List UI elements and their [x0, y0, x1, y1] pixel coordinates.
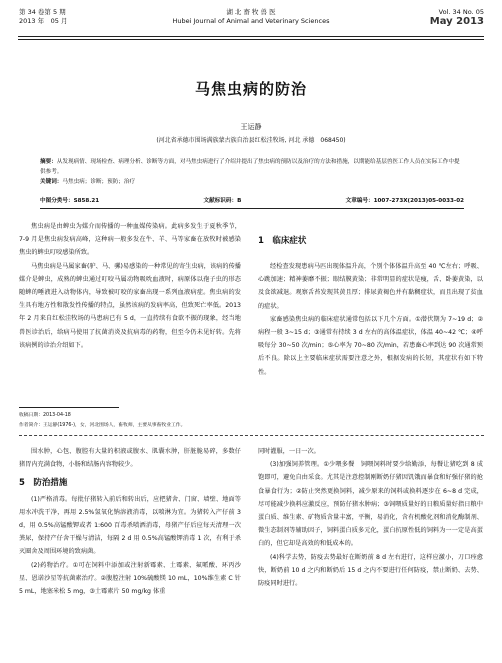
- journal-name-zh: 湖 北 畜 牧 兽 医: [226, 8, 276, 16]
- prev-article-right-column: [258, 445, 483, 590]
- dosage-line: 同时灌服，一日一次。: [258, 448, 320, 455]
- intro-column: [19, 220, 241, 352]
- year-month-label: 2013 年 05 月: [19, 17, 68, 25]
- keywords-line: [40, 177, 464, 187]
- drug-treatment-paragraph: (2)药物治疗。①可在饲料中添加或注射新霉素、土霉素、氟哌酸、环丙沙星、恩诺沙星等抗菌素治疗。②腹腔注射 10%硫酸镁 10 mL，10%维生素 C 针 5 mL，地塞米松 5 mg，③土霉素片 50 mg/kg 体重: [19, 561, 241, 596]
- abstract-text: 从发现病情、现场检查、病理分析、诊断等方面，对马焦虫病进行了介绍并提出了焦虫病的预防以及治疗的方法和措施，以期能给基层兽医工作人员在实际工作中提供参考。: [40, 159, 460, 175]
- classification-row: [40, 196, 464, 204]
- article-author: 王运静: [240, 123, 262, 131]
- volume-number-en: Vol. 34 No. 05: [438, 8, 484, 16]
- clinical-paragraph-1: 经检查发现患病马匹出现体温升高，个别个体体温升高至 40 ℃左右；呼吸、心跳加速；精神萎靡不振；眼结膜黄染；非常明显的症状是瘦，舌、卧萎黄染，以及食欲减退。观察舌苔发现其黄且厚；排尿黄褐色并有黏稠症状，而且出现了贫血的症状。: [258, 263, 483, 310]
- article-separator: [19, 435, 484, 436]
- disinfection-paragraph: (1)严格消毒。每批仔猪转入前后和转出后，应把猪舍、门窗、墙壁、地面等用水冲洗干净，再用 2.5%氢氧化钠溶液消毒，以喷淋为宜。为猪转入产仔前 3 d，用 0.5%高锰酸钾或者 1:600 百毒杀喷洒消毒，母猪产仔后应每天清理一次粪尿，保持产仔舍干燥与清洁，每隔 2 d 用 0.5%高锰酸钾消毒 1 次，有利于杀灭圈舍及周围环境的致病菌。: [19, 495, 241, 556]
- abstract-rule: [40, 208, 464, 209]
- intro-paragraph-1: 焦虫病是由蜱虫为媒介而传播的一种血媒传染病。此病多发生于夏秋季节，7-9 月是焦虫病发病高峰，这种病一般多发在牛、羊、马等家畜在放牧时被感染焦虫的蜱虫叮咬感染所致。: [19, 223, 241, 257]
- clinical-paragraph-2: 家畜感染焦虫病的临床症状通常包括以下几个方面。①潜伏期为 7~19 d；②病程一般 3~15 d；③通常有持续 3 d 左右的高体温症状，体温 40~42 ℃；④呼吸每分 30~50 次/min；⑤心率为 70~80 次/min，若患畜心率到达 90 次通常预后不良。除以上主要临床症状需要注意之外，根据发病的长短，其症状有如下特性。: [258, 315, 483, 376]
- abstract-line: [40, 157, 464, 177]
- pathology-paragraph: 围水肿，心包、腹腔有大量的积液或腹水、肌囊水肿，肝脏脆易碎，多数仔猪胃内充满食物，小肠和结肠内容物较少。: [19, 448, 241, 469]
- header-rule-thin: [18, 39, 484, 40]
- author-bio: 作者简介：王运静(1976-)，女，河北围场人，畜牧师，主要从事畜牧业工作。: [19, 423, 186, 428]
- journal-name-en: Hubei Journal of Animal and Veterinary Sciences: [172, 17, 330, 25]
- keywords-label: 关键词：: [40, 179, 63, 185]
- abstract-block: [40, 157, 464, 187]
- feeding-management-paragraph: (3)加强饲养管理。①少喂多餐 饲喂饲料时要少给勤添，每餐让猪吃到 8 成饱即可，避免自由采食。尤其是注意控制刚断奶仔猪因饥饿而暴食和好强仔猪的抢食暴食行为；②防止突然更换饲料，减少原来的饲料或换料逐步在 6~8 d 完成，尽可能减少换料应激反应，预防仔猪水肿病；③饲喂质量好的日粮质量好指日粮中蛋白质、维生素、矿物质含量丰富，平衡，易消化，含有机酸化剂和消化酶制剂、微生态制剂等辅助因子，饲料蛋白质多元化，蛋白抗原性低的饲料为一一定是高蛋白的，但它却是高效的和低成本的。: [258, 461, 483, 548]
- section-heading-clinical: 1 临床症状: [258, 236, 307, 246]
- issue-date-en: May 2013: [429, 16, 484, 27]
- volume-issue-label: 第 34 卷第 5 期: [19, 8, 66, 16]
- document-code: 文献标识码：B: [203, 198, 242, 204]
- journal-name: [0, 8, 502, 26]
- castration-paragraph: (4)科学去势，防疫去势最好在断奶前 8 d 左右进行，这样应激小，刀口痊愈快，断奶前 10 d 之内和断奶后 15 d 之内不要进行任何防疫，禁止断奶、去势、防疫同时进行。: [258, 553, 483, 588]
- journal-volume-en: [430, 8, 484, 26]
- received-date: 收稿日期：2013-04-18: [19, 413, 71, 418]
- header-rule: [18, 36, 484, 37]
- clc-number: 中图分类号：S858.21: [40, 198, 100, 204]
- clinical-column: [258, 260, 483, 379]
- article-number: 文章编号：1007-273X(2013)05-0033-02: [345, 198, 464, 204]
- keywords-text: 马焦虫病；诊断；预防；治疗: [62, 179, 136, 185]
- prev-article-left-column: [19, 445, 241, 598]
- intro-paragraph-2: 马焦虫病是马属家畜(驴、马、骡)易感染的一种常见的寄生虫病，该病的传播媒介是蜱虫，成熟的蜱虫通过叮咬马属动物吸吮血液时，病原体以孢子虫的形态随蜱的唾液进入动物体内，导致被叮咬的家畜出现一系列血液病症。焦虫病的发生具有地方性和散发性传播的特点，虽然该病的发病率高，但致死亡率低。2013 年 2 月来自红松洼牧场的马患病已有 5 d，一直持续有食欲不振的现象，经当地兽医诊治后，给病马使用了抗菌消炎及抗病毒的药物，但至今仍未见好转。先将该病例的诊治介绍如下。: [19, 262, 241, 349]
- section-heading-prevention: 5 防治措施: [19, 478, 68, 489]
- footnote-rule: [19, 407, 119, 408]
- author-affiliation: (河北省承德市围场满族蒙古族自治县红松洼牧场, 河北 承德 068450): [156, 137, 346, 144]
- abstract-label: 摘要：: [40, 159, 57, 165]
- article-title: 马焦虫病的防治: [194, 80, 307, 98]
